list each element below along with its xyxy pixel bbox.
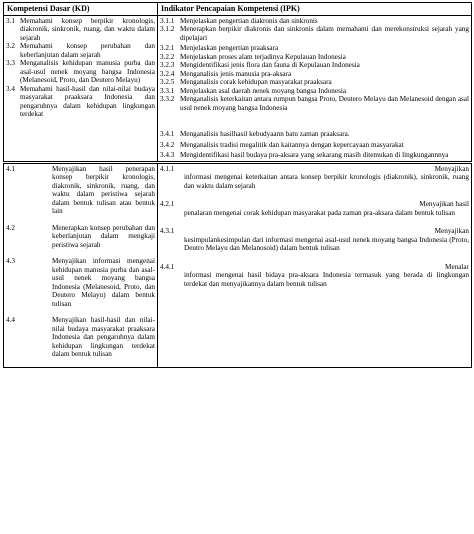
ipk-text: Mengidentifikasi hasil budaya pra-aksara yang sekarang masih ditemukan di lingkungannnya xyxy=(180,151,449,160)
header-kd: Kompetensi Dasar (KD) xyxy=(4,3,158,16)
ipk-item xyxy=(160,200,469,217)
ipk-number: 3.2.5 xyxy=(160,78,175,87)
header-ipk: Indikator Pencapaian Kompetensi (IPK) xyxy=(158,3,472,16)
ipk-item xyxy=(160,25,469,42)
ipk-text: Menjelaskan pengertian diakronis dan sinkronis xyxy=(180,17,318,25)
ipk-lead: Menyajikan xyxy=(434,227,469,236)
ipk-text: Menganalisis jenis manusia pra-aksara xyxy=(180,69,292,78)
ipk-number: 3.3.2 xyxy=(160,95,175,104)
kd-number: 3.2 xyxy=(6,42,15,51)
kd-item xyxy=(6,224,155,249)
kd-item xyxy=(6,42,155,59)
ipk-text: Menerapkan berpikir diakronis dan sinkronis dalam memahami dan merekonstruksi sejarah yang dipelajari xyxy=(180,25,469,42)
kd-number: 4.1 xyxy=(6,164,15,173)
ipk-number: 3.2.4 xyxy=(160,69,175,78)
ipk-text: Menganalisis tradisi megalitik dan kaitannya dengan kepercayaan masyarakat xyxy=(180,140,404,149)
ipk-item xyxy=(160,17,469,25)
ipk-item xyxy=(160,61,469,69)
ipk-item xyxy=(160,70,469,78)
ipk-item xyxy=(160,263,469,288)
kd-item xyxy=(6,165,155,216)
ipk-number: 3.1.2 xyxy=(160,25,175,34)
table-row-kd3 xyxy=(4,16,472,163)
kd-number: 3.3 xyxy=(6,59,15,68)
ipk-number: 4.4.1 xyxy=(160,262,175,271)
ipk-item xyxy=(160,53,469,61)
kd3-cell xyxy=(4,16,158,163)
kd-text: Memahami konsep berpikir kronologis, diakronik, sinkronik, ruang, dan waktu dalam sejarah xyxy=(20,17,155,42)
ipk-item xyxy=(160,95,469,112)
competency-table xyxy=(3,2,472,368)
ipk-text: kesimpulankesimpulan dari informasi mengenai asal-usul nenek moyang bangsa Indonesia (Proto, Deutro Melayu dan Melanosoid) dalam bentuk tulisan xyxy=(184,235,469,253)
ipk-item xyxy=(160,141,469,149)
ipk-item xyxy=(160,87,469,95)
ipk-text: Menjelaskan pengertian praaksara xyxy=(180,44,279,53)
ipk-item xyxy=(160,151,469,159)
kd-item xyxy=(6,257,155,308)
ipk-number: 4.3.1 xyxy=(160,227,175,236)
kd-number: 4.3 xyxy=(6,257,15,266)
ipk-item xyxy=(160,44,469,52)
ipk-item xyxy=(160,227,469,252)
ipk3-cell xyxy=(158,16,472,163)
kd-text: Menyajikan hasil penerapan konsep berpikir kronologis, diakronik, sinkronik, ruang, dan waktu dalam peristiwa sejarah dalam bentuk tulisan atau bentuk lain xyxy=(52,164,155,216)
ipk-text: Menganalisis hasilhasil kebudyaann batu zaman praaksara. xyxy=(180,130,350,139)
kd4-cell xyxy=(4,162,158,368)
ipk-text: Menjelaskan asal daerah nenek moyang bangsa Indonesia xyxy=(180,86,347,95)
kd-text: Menyajikan informasi mengenai kehidupan manusia purba dan asal-usul nenek moyang bangsa Indonesia (Melanesoid, Proto, dan Deutero Melayu) dalam bentuk tulisan xyxy=(52,257,155,308)
kd-text: Memahami hasil-hasil dan nilai-nilai budaya masyarakat praaksara Indonesia dan pengaruhnya dalam kehidupan lingkungan terdekat xyxy=(20,84,155,119)
ipk-text: Menganalisis keterkaitan antara rumpun bangsa Proto, Deutero Melayu dan Melanesoid dengan asal usul nenek moyang bangsa Indonesia xyxy=(180,95,469,112)
ipk-number: 3.4.1 xyxy=(160,130,175,139)
ipk-item xyxy=(160,130,469,138)
ipk-number: 3.3.1 xyxy=(160,86,175,95)
ipk-number: 4.2.1 xyxy=(160,200,175,209)
kd-item xyxy=(6,59,155,84)
kd-text: Memahami konsep perubahan dan keberlanjutan dalam sejarah xyxy=(20,42,155,59)
kd-item xyxy=(6,85,155,119)
table-row-kd4 xyxy=(4,162,472,368)
ipk-item xyxy=(160,165,469,190)
ipk-number: 4.1.1 xyxy=(160,164,175,173)
ipk-text: informasi mengenai hasil bidaya pra-aksara Indonesia termasuk yang berada di lingkungan terdekat dan menyajikannya dalam bentuk tulisan xyxy=(184,271,469,288)
kd-text: Menyajikan hasil-hasil dan nilai-nilai budaya masyarakat praaksara Indonesia dan pengaruhnya dalam kehidupan lingkungan terdekat dalam bentuk tulisan xyxy=(52,316,155,358)
ipk-number: 3.4.3 xyxy=(160,151,175,160)
ipk-item xyxy=(160,78,469,86)
ipk-text: Mengidentifikasi jenis flora dan fauna di Kepulauan Indonesia xyxy=(180,61,360,70)
ipk-number: 3.1.1 xyxy=(160,17,175,25)
ipk-lead: Menyajikan xyxy=(434,164,469,173)
ipk-text: informasi mengenai keterkaitan antara konsep berpikir kronologis (diakronik), sinkronik, ruang dan waktu dalam sejarah xyxy=(184,173,469,190)
ipk-number: 3.2.2 xyxy=(160,52,175,61)
kd-item xyxy=(6,17,155,42)
kd-number: 4.2 xyxy=(6,223,15,232)
ipk-text: Menjelaskan proses alam terjadinya Kepulauan Indonesia xyxy=(180,52,346,61)
ipk-number: 3.2.3 xyxy=(160,61,175,70)
kd-number: 4.4 xyxy=(6,316,15,325)
ipk-lead: Menalar xyxy=(445,262,469,271)
ipk-lead: Menyajikan hasil xyxy=(419,200,469,209)
kd-text: Menerapkan konsep perubahan dan keberlanjutan dalam mengkaji peristiwa sejarah xyxy=(52,223,155,249)
ipk-text: penalaran mengenai corak kehidupan masyarakat pada zaman pra-aksara dalam bentuk tulisan xyxy=(184,208,456,217)
kd-item xyxy=(6,316,155,358)
ipk-number: 3.4.2 xyxy=(160,140,175,149)
ipk4-cell xyxy=(158,162,472,368)
kd-number: 3.1 xyxy=(6,17,15,25)
ipk-text: Menganalisis corak kehidupan masyarakat praaksara xyxy=(180,78,332,87)
kd-text: Menganalisis kehidupan manusia purba dan asal-usul nenek moyang bangsa Indonesia (Melanesoid, Proto, dan Deutero Melayu) xyxy=(20,59,155,85)
ipk-number: 3.2.1 xyxy=(160,44,175,53)
kd-number: 3.4 xyxy=(6,84,15,93)
table-header-row xyxy=(4,3,472,16)
